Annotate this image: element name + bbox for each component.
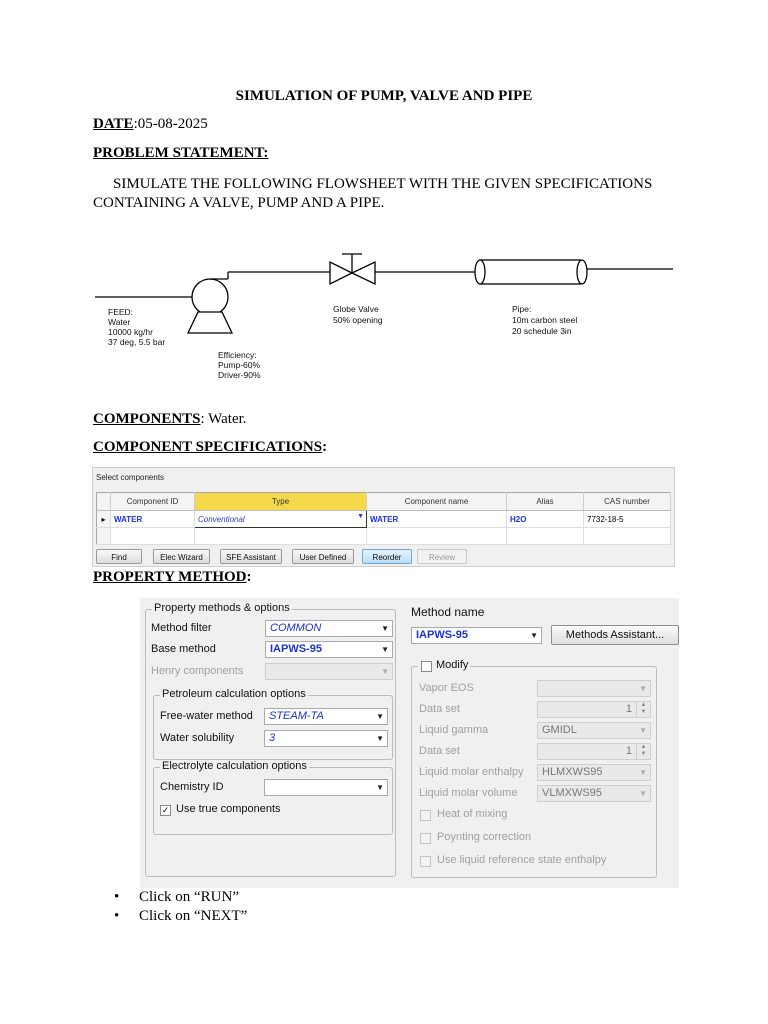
modify-checkbox[interactable]: [421, 661, 432, 672]
problem-line-2: CONTAINING A VALVE, PUMP AND A PIPE.: [93, 195, 385, 211]
method-filter-select[interactable]: COMMON ▼: [265, 620, 393, 637]
chevron-down-icon: ▼: [639, 684, 647, 693]
base-method-select[interactable]: IAPWS-95 ▼: [265, 641, 393, 658]
chevron-down-icon: ▼: [639, 768, 647, 777]
henry-components-select[interactable]: [265, 663, 393, 680]
chevron-down-icon[interactable]: ▼: [376, 712, 384, 721]
property-method-heading: PROPERTY METHOD: [93, 569, 247, 585]
col-cas-number[interactable]: CAS number: [584, 493, 671, 511]
property-methods-window: [140, 598, 679, 888]
water-solubility-select[interactable]: 3 ▼: [264, 730, 388, 747]
modify-group: [411, 659, 657, 878]
electrolyte-group-title: Electrolyte calculation options: [162, 760, 307, 772]
property-methods-group: [145, 602, 396, 877]
petroleum-group: [153, 688, 393, 760]
globe-valve-icon: [330, 254, 375, 284]
list-item: • Click on “NEXT”: [114, 908, 248, 924]
cell-alias[interactable]: H2O: [507, 511, 584, 528]
free-water-label: Free-water method: [160, 710, 253, 722]
components-grid: [96, 492, 671, 545]
chevron-down-icon[interactable]: ▼: [376, 783, 384, 792]
bullet-icon: •: [114, 908, 120, 924]
chevron-down-icon: ▼: [639, 726, 647, 735]
henry-components-label: Henry components: [151, 665, 244, 677]
pipe-icon: [475, 260, 587, 284]
bullet-icon: •: [114, 889, 120, 905]
liquid-molar-enthalpy-label: Liquid molar enthalpy: [419, 766, 524, 778]
property-method-line: PROPERTY METHOD:: [93, 569, 252, 585]
chevron-down-icon[interactable]: ▼: [530, 631, 538, 640]
date-line: [93, 116, 208, 133]
use-true-components-label: Use true components: [176, 803, 281, 815]
liquid-molar-volume-label: Liquid molar volume: [419, 787, 518, 799]
method-name-label: Method name: [411, 605, 485, 619]
method-filter-label: Method filter: [151, 622, 212, 634]
user-defined-button[interactable]: User Defined: [292, 549, 354, 564]
chevron-down-icon: ▼: [381, 667, 389, 676]
empty-cell[interactable]: [584, 528, 671, 545]
liquid-gamma-select[interactable]: GMIDL ▼: [537, 722, 651, 739]
vapor-eos-label: Vapor EOS: [419, 682, 474, 694]
chevron-down-icon[interactable]: ▼: [381, 645, 389, 654]
chevron-down-icon: ▼: [639, 789, 647, 798]
instruction-list: [114, 888, 247, 926]
col-component-name[interactable]: Component name: [367, 493, 507, 511]
row-pointer-icon: ▸: [97, 511, 111, 528]
data-set-label-1: Data set: [419, 703, 460, 715]
poynting-correction-checkbox[interactable]: [420, 833, 431, 844]
components-caption: Select components: [96, 473, 165, 482]
modify-group-title: Modify: [418, 659, 470, 671]
empty-cell[interactable]: [367, 528, 507, 545]
problem-line-1: SIMULATE THE FOLLOWING FLOWSHEET WITH THE GIVEN SPECIFICATIONS: [113, 176, 653, 192]
table-row-empty[interactable]: [97, 528, 671, 545]
chevron-down-icon[interactable]: ▼: [376, 734, 384, 743]
data-set-label-2: Data set: [419, 745, 460, 757]
elec-wizard-button[interactable]: Elec Wizard: [153, 549, 210, 564]
empty-cell[interactable]: [507, 528, 584, 545]
comp-spec-line: COMPONENT SPECIFICATIONS:: [93, 439, 328, 455]
feed-label: FEED: Water 10000 kg/hr 37 deg, 5.5 bar: [108, 307, 166, 347]
chevron-down-icon[interactable]: ▼: [381, 624, 389, 633]
data-set-stepper-1[interactable]: 1 ▲ ▼: [537, 701, 651, 718]
cell-component-name[interactable]: WATER: [367, 511, 507, 528]
problem-heading: PROBLEM STATEMENT:: [93, 145, 269, 161]
chemistry-id-label: Chemistry ID: [160, 781, 224, 793]
date-label: DATE: [93, 116, 134, 132]
electrolyte-group: [153, 760, 393, 835]
components-heading: COMPONENTS: [93, 411, 201, 427]
property-methods-group-title: Property methods & options: [154, 602, 290, 614]
empty-cell[interactable]: [195, 528, 367, 545]
components-line: [93, 411, 247, 428]
chemistry-id-select[interactable]: [264, 779, 388, 796]
petroleum-group-title: Petroleum calculation options: [162, 688, 306, 700]
list-item: • Click on “RUN”: [114, 889, 239, 905]
pump-icon: [188, 272, 232, 333]
find-button[interactable]: Find: [96, 549, 142, 564]
components-window: [92, 467, 675, 567]
dropdown-arrow-icon[interactable]: ▼: [357, 513, 364, 520]
use-true-components-checkbox[interactable]: ✓: [161, 805, 170, 815]
cell-type-dropdown[interactable]: Conventional ▼: [195, 511, 367, 528]
poynting-correction-label: Poynting correction: [437, 831, 532, 843]
review-button[interactable]: Review: [417, 549, 467, 564]
col-type[interactable]: Type: [195, 493, 367, 511]
col-component-id[interactable]: Component ID: [111, 493, 195, 511]
efficiency-label: Efficiency: Pump-60% Driver-90%: [218, 350, 261, 380]
row-header-corner: [97, 493, 111, 511]
row-header-empty: [97, 528, 111, 545]
heat-of-mixing-label: Heat of mixing: [437, 808, 508, 820]
grid-header-row: [97, 493, 671, 511]
liquid-ref-enthalpy-label: Use liquid reference state enthalpy: [437, 854, 607, 866]
data-set-stepper-2[interactable]: 1 ▲ ▼: [537, 743, 651, 760]
empty-cell[interactable]: [111, 528, 195, 545]
date-value: :05-08-2025: [133, 116, 208, 132]
comp-spec-heading: COMPONENT SPECIFICATIONS: [93, 439, 323, 455]
spinner-icon[interactable]: ▲ ▼: [636, 702, 650, 717]
components-value: : Water.: [200, 411, 247, 427]
water-solubility-label: Water solubility: [160, 732, 235, 744]
methods-assistant-button[interactable]: Methods Assistant...: [551, 625, 679, 645]
cell-cas-number[interactable]: 7732-18-5: [584, 511, 671, 528]
valve-label: Globe Valve 50% opening: [333, 304, 383, 325]
liquid-gamma-label: Liquid gamma: [419, 724, 489, 736]
document-title: SIMULATION OF PUMP, VALVE AND PIPE: [235, 88, 533, 104]
col-alias[interactable]: Alias: [507, 493, 584, 511]
pipe-label: Pipe: 10m carbon steel 20 schedule 3in: [512, 304, 578, 336]
vapor-eos-select[interactable]: [537, 680, 651, 697]
sfe-assistant-button[interactable]: SFE Assistant: [220, 549, 282, 564]
liquid-molar-volume-select[interactable]: VLMXWS95 ▼: [537, 785, 651, 802]
cell-component-id[interactable]: WATER: [111, 511, 195, 528]
liquid-molar-enthalpy-select[interactable]: HLMXWS95 ▼: [537, 764, 651, 781]
reorder-button[interactable]: Reorder: [362, 549, 412, 564]
spinner-icon[interactable]: ▲ ▼: [636, 744, 650, 759]
heat-of-mixing-checkbox[interactable]: [420, 810, 431, 821]
free-water-select[interactable]: STEAM-TA ▼: [264, 708, 388, 725]
method-name-select[interactable]: IAPWS-95 ▼: [411, 627, 542, 644]
liquid-ref-enthalpy-checkbox[interactable]: [420, 856, 431, 867]
flowsheet-diagram: [95, 238, 675, 388]
table-row[interactable]: [97, 511, 671, 528]
base-method-label: Base method: [151, 643, 216, 655]
